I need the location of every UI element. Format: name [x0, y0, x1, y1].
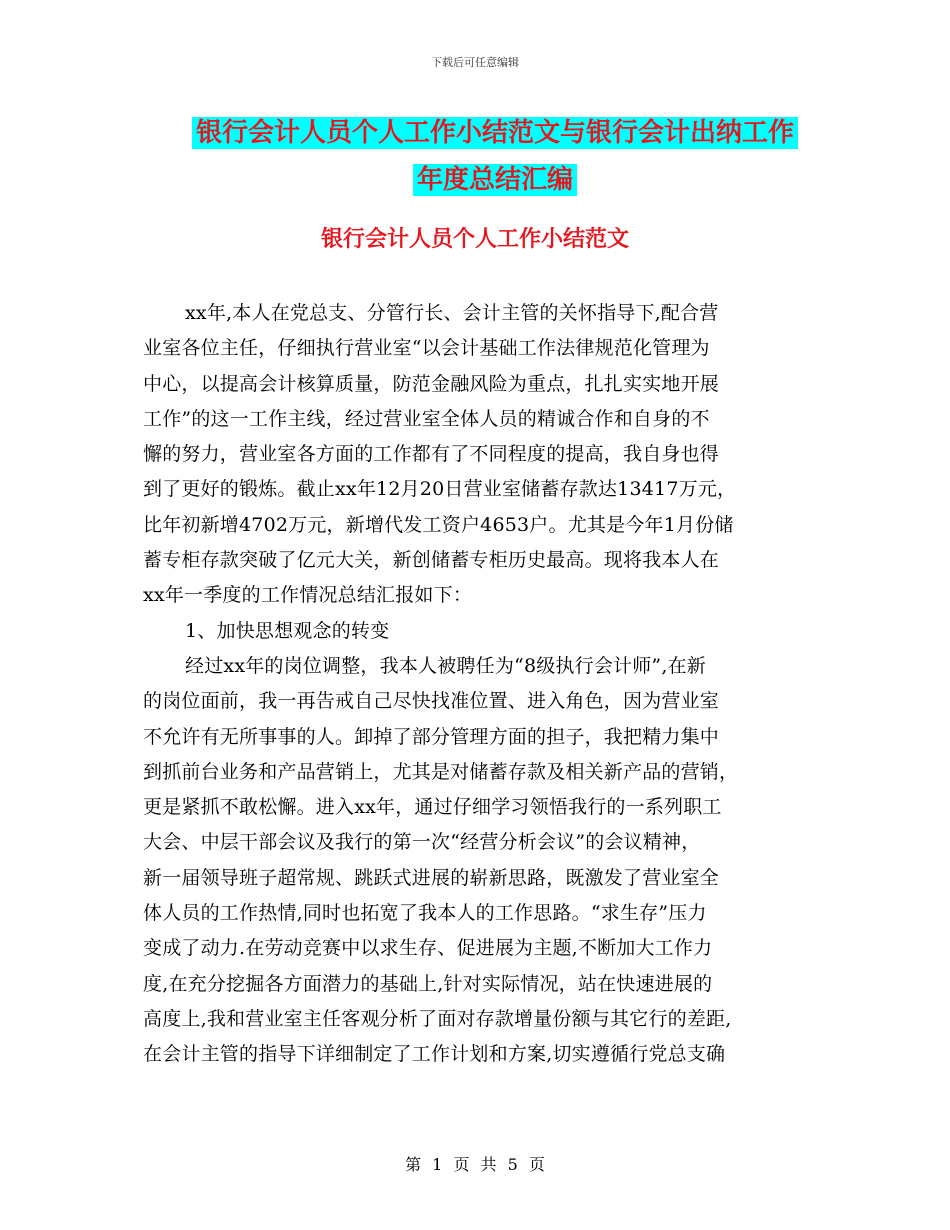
page-footer: 第 1 页 共 5 页	[405, 1155, 545, 1174]
body-line: 到抓前台业务和产品营销上，尤其是对储蓄存款及相关新产品的营销，	[143, 760, 739, 783]
subheading: 1、加快思想观念的转变	[185, 619, 390, 642]
section-title: 银行会计人员个人工作小结范文	[320, 227, 629, 252]
body-line: 大会、中层干部会议及我行的第一次“经营分析会议”的会议精神，	[143, 831, 701, 854]
document-title-line-2: 年度总结汇编	[413, 164, 577, 196]
body-line: 高度上,我和营业室主任客观分析了面对存款增量份额与其它行的差距,	[143, 1007, 732, 1030]
body-line: 的岗位面前，我一再告戒自己尽快找准位置、进入角色，因为营业室	[143, 690, 720, 713]
header-note: 下载后可任意编辑	[431, 56, 519, 69]
document-title-line-1: 银行会计人员个人工作小结范文与银行会计出纳工作	[192, 117, 798, 149]
body-line: 经过xx年的岗位调整，我本人被聘任为“8级执行会计师”,在新	[185, 654, 706, 677]
body-line: xx年,本人在党总支、分管行长、会计主管的关怀指导下,配合营	[185, 302, 719, 324]
body-text	[143, 296, 813, 1073]
body-line: 蓄专柜存款突破了亿元大关，新创储蓄专柜历史最高。现将我本人在	[143, 549, 720, 572]
body-line: 体人员的工作热情,同时也拓宽了我本人的工作思路。“求生存”压力	[143, 902, 707, 925]
body-line: 更是紧抓不敢松懈。进入xx年，通过仔细学习领悟我行的一系列职工	[143, 796, 722, 819]
body-line: 比年初新增4702万元，新增代发工资户4653户。尤其是今年1月份储	[143, 513, 734, 536]
body-line: 变成了动力.在劳动竞赛中以求生存、促进展为主题,不断加大工作力	[143, 937, 713, 960]
document-title	[150, 110, 840, 204]
body-line: 不允许有无所事事的人。卸掉了部分管理方面的担子，我把精力集中	[143, 725, 720, 748]
body-line: 工作”的这一工作主线，经过营业室全体人员的精诚合作和自身的不	[143, 407, 710, 430]
body-line: 中心，以提高会计核算质量，防范金融风险为重点，扎扎实实地开展	[143, 372, 720, 395]
body-line: 业室各位主任，仔细执行营业室“以会计基础工作法律规范化管理为	[143, 337, 710, 360]
body-line: 新一届领导班子超常规、跳跃式进展的崭新思路，既激发了营业室全	[143, 866, 720, 889]
body-line: 度,在充分挖掘各方面潜力的基础上,针对实际情况，站在快速进展的	[143, 972, 713, 995]
body-line: 懈的努力，营业室各方面的工作都有了不同程度的提高，我自身也得	[143, 443, 720, 466]
body-line: 到了更好的锻炼。截止xx年12月20日营业室储蓄存款达13417万元，	[143, 478, 737, 501]
body-line: xx年一季度的工作情况总结汇报如下：	[143, 584, 473, 607]
body-line: 在会计主管的指导下详细制定了工作计划和方案,切实遵循行党总支确	[143, 1043, 726, 1066]
